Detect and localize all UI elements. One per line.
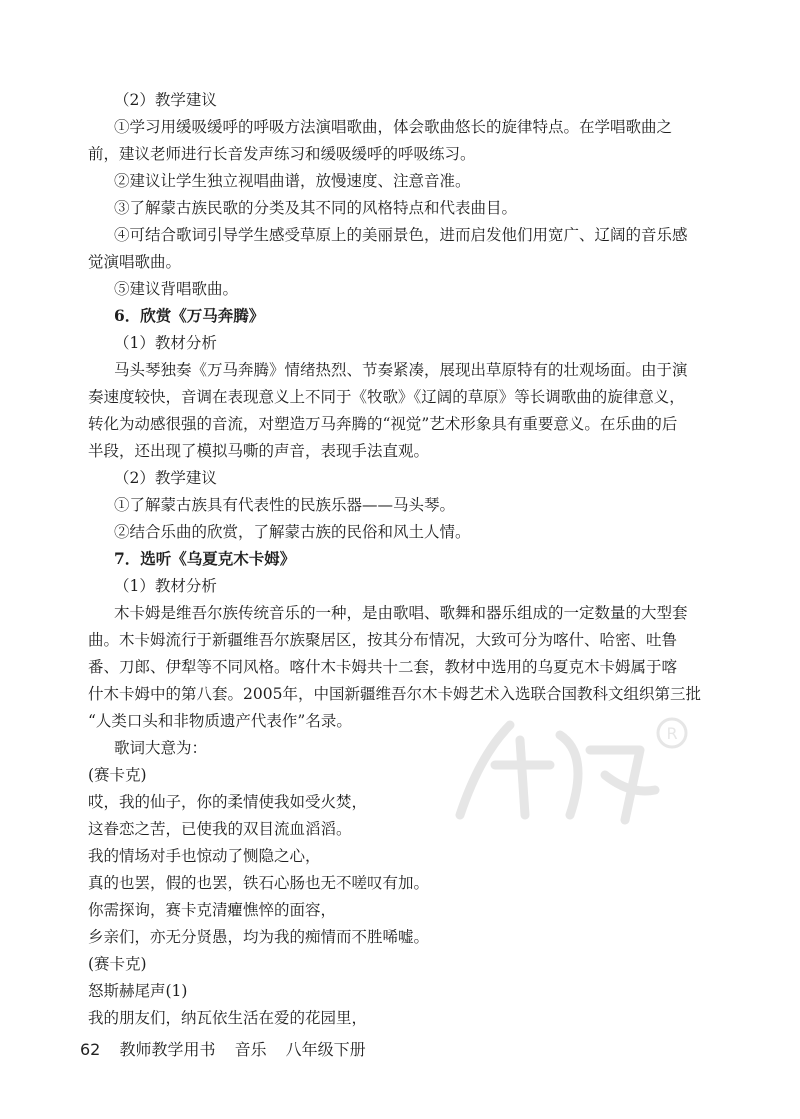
paragraph-line: ①了解蒙古族具有代表性的民族乐器——马头琴。 bbox=[114, 496, 456, 514]
svg-text:R: R bbox=[666, 724, 678, 743]
paragraph-line: 马头琴独奏《万马奔腾》情绪热烈、节奏紧凑，展现出草原特有的壮观场面。由于演 bbox=[114, 361, 688, 379]
paragraph-line: 曲。木卡姆流行于新疆维吾尔族聚居区，按其分布情况，大致可分为喀什、哈密、吐鲁 bbox=[88, 631, 678, 649]
section-heading: 6．欣赏《万马奔腾》 bbox=[114, 306, 265, 325]
paragraph-line: 觉演唱歌曲。 bbox=[88, 253, 182, 271]
page-footer bbox=[80, 1038, 366, 1062]
page-number: 62 bbox=[80, 1040, 101, 1059]
section-heading: （2）教学建议 bbox=[114, 91, 217, 109]
lyrics-line: (赛卡克) bbox=[88, 955, 147, 973]
paragraph-line: ⑤建议背唱歌曲。 bbox=[114, 280, 239, 298]
section-heading: （2）教学建议 bbox=[114, 469, 217, 487]
paragraph-line: ②结合乐曲的欣赏，了解蒙古族的民俗和风土人情。 bbox=[114, 523, 471, 541]
paragraph-line: “人类口头和非物质遗产代表作”名录。 bbox=[88, 712, 352, 730]
lyrics-line: 乡亲们，亦无分贤愚，均为我的痴情而不胜唏嘘。 bbox=[88, 928, 430, 946]
lyrics-line: 你需探询，赛卡克清癯憔悴的面容， bbox=[88, 901, 337, 919]
paragraph-line: 番、刀郎、伊犁等不同风格。喀什木卡姆共十二套，教材中选用的乌夏克木卡姆属于喀 bbox=[88, 658, 678, 676]
lyrics-line: 我的朋友们，纳瓦依生活在爱的花园里， bbox=[88, 1009, 368, 1027]
paragraph-line: 转化为动感很强的音流，对塑造万马奔腾的“视觉”艺术形象具有重要意义。在乐曲的后 bbox=[88, 415, 678, 433]
lyrics-line: (赛卡克) bbox=[88, 766, 147, 784]
paragraph-line: 奏速度较快，音调在表现意义上不同于《牧歌》《辽阔的草原》等长调歌曲的旋律意义， bbox=[88, 388, 685, 406]
section-heading: （1）教材分析 bbox=[114, 577, 217, 595]
lyrics-line: 怒斯赫尾声(1) bbox=[88, 982, 188, 1000]
paragraph-line: 歌词大意为： bbox=[114, 739, 208, 757]
subject-label: 音乐 bbox=[234, 1040, 267, 1059]
paragraph-line: 木卡姆是维吾尔族传统音乐的一种，是由歌唱、歌舞和器乐组成的一定数量的大型套 bbox=[114, 604, 688, 622]
paragraph-line: 前，建议老师进行长音发声练习和缓吸缓呼的呼吸练习。 bbox=[88, 145, 476, 163]
lyrics-line: 真的也罢，假的也罢，铁石心肠也无不嗟叹有加。 bbox=[88, 874, 430, 892]
paragraph-line: 半段，还出现了模拟马嘶的声音，表现手法直观。 bbox=[88, 442, 430, 460]
lyrics-line: 哎，我的仙子，你的柔情使我如受火焚， bbox=[88, 793, 368, 811]
paragraph-line: ①学习用缓吸缓呼的呼吸方法演唱歌曲，体会歌曲悠长的旋律特点。在学唱歌曲之 bbox=[114, 118, 673, 136]
paragraph-line: 什木卡姆中的第八套。2005年，中国新疆维吾尔木卡姆艺术入选联合国教科文组织第三批 bbox=[88, 685, 701, 703]
lyrics-line: 我的情场对手也惊动了恻隐之心， bbox=[88, 847, 321, 865]
lyrics-line: 这眷恋之苦，已使我的双目流血滔滔。 bbox=[88, 820, 352, 838]
paragraph-line: ④可结合歌词引导学生感受草原上的美丽景色，进而启发他们用宽广、辽阔的音乐感 bbox=[114, 226, 688, 244]
book-title: 教师教学用书 bbox=[119, 1040, 216, 1059]
grade-label: 八年级下册 bbox=[285, 1040, 366, 1059]
paragraph-line: ②建议让学生独立视唱曲谱，放慢速度、注意音准。 bbox=[114, 172, 471, 190]
section-heading: 7．选听《乌夏克木卡姆》 bbox=[114, 549, 296, 568]
section-heading: （1）教材分析 bbox=[114, 334, 217, 352]
paragraph-line: ③了解蒙古族民歌的分类及其不同的风格特点和代表曲目。 bbox=[114, 199, 518, 217]
